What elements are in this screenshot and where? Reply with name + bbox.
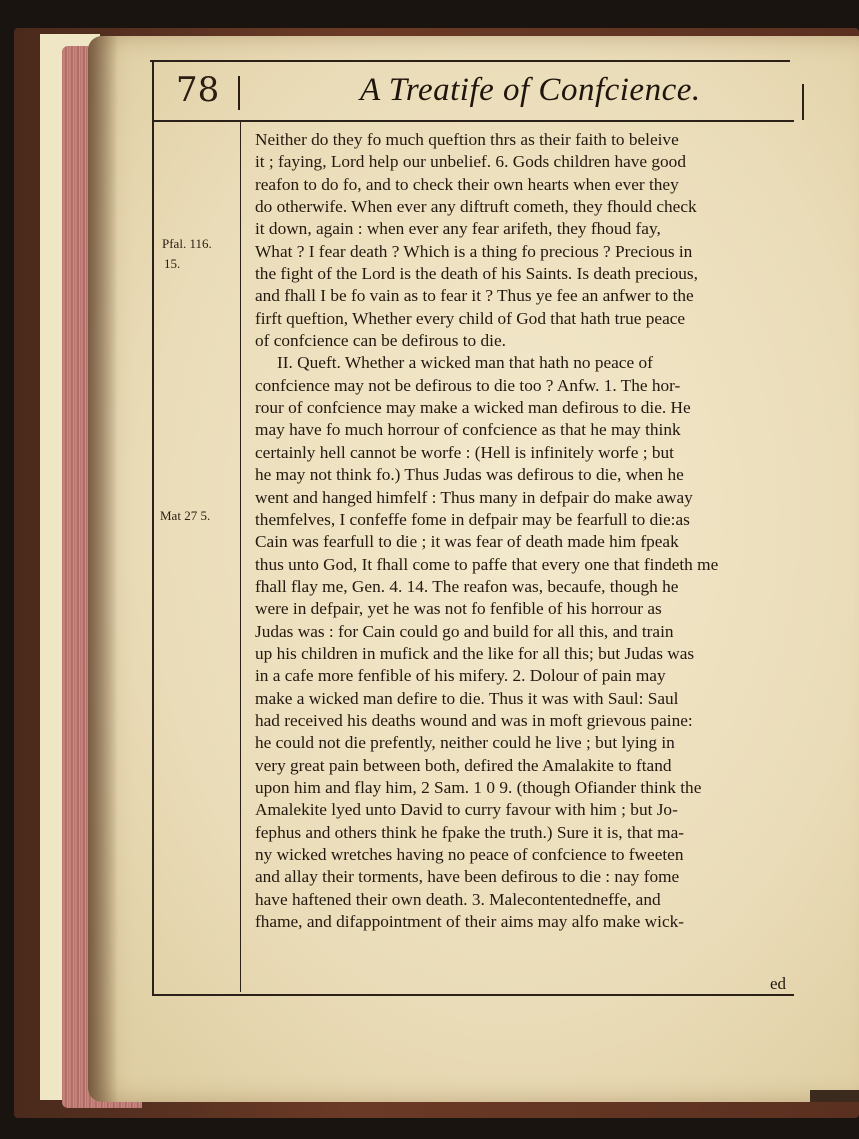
text-line: in a cafe more fenfible of his mifery. 2. Dolour of pain may — [255, 666, 666, 686]
text-line: have haftened their own death. 3. Malecontentedneffe, and — [255, 889, 661, 909]
text-line: were in defpair, yet he was not fo fenfible of his horrour as — [255, 599, 662, 619]
body-text — [255, 129, 795, 933]
catchword: ed — [770, 974, 787, 993]
margin-note-matthew: Mat 27 5. — [160, 508, 211, 523]
text-line: very great pain between both, defired the Amalakite to ftand — [255, 755, 672, 775]
text-line: the fight of the Lord is the death of his Saints. Is death precious, — [255, 264, 698, 284]
text-line: Judas was : for Cain could go and build for all this, and train — [255, 621, 674, 641]
text-line: upon him and flay him, 2 Sam. 1 0 9. (though Ofiander think the — [255, 777, 702, 797]
page-number: 78 — [176, 70, 220, 110]
margin-note-psalm: Pfal. 116. — [162, 236, 212, 251]
frame-top-rule — [150, 60, 790, 62]
text-line: themfelves, I confeffe fome in defpair may be fearfull to die:as — [255, 509, 690, 529]
spine-shadow — [88, 36, 118, 1102]
text-line: may have fo much horrour of confcience as that he may think — [255, 420, 681, 440]
margin-note-verse: 15. — [164, 256, 181, 271]
text-line: What ? I fear death ? Which is a thing fo precious ? Precious in — [255, 241, 693, 261]
text-line: confcience may not be defirous to die too ? Anfw. 1. The hor- — [255, 375, 681, 395]
text-line: had received his deaths wound and was in moft grievous paine: — [255, 710, 693, 730]
text-line: thus unto God, It fhall come to paffe that every one that findeth me — [255, 554, 719, 574]
text-line: fephus and others think he fpake the truth.) Sure it is, that ma- — [255, 822, 685, 842]
text-line: reafon to do fo, and to check their own hearts when ever they — [255, 174, 679, 194]
text-line: it ; faying, Lord help our unbelief. 6. Gods children have good — [255, 152, 686, 172]
text-line: ny wicked wretches having no peace of confcience to fweeten — [255, 845, 684, 864]
text-line: fhall flay me, Gen. 4. 14. The reafon was, becaufe, though he — [255, 576, 679, 596]
text-line: he could not die prefently, neither could he live ; but lying in — [255, 733, 675, 753]
text-line: do otherwife. When ever any diftruft cometh, they fhould check — [255, 197, 697, 217]
text-line: firft queftion, Whether every child of God that hath true peace — [255, 308, 686, 328]
text-line: went and hanged himfelf : Thus many in defpair do make away — [255, 487, 693, 507]
text-line: it down, again : when ever any fear arifeth, they fhoud fay, — [255, 219, 661, 239]
frame-bottom-rule — [154, 994, 794, 996]
text-line: of confcience can be defirous to die. — [255, 331, 506, 351]
text-line: fhame, and difappointment of their aims may alfo make wick- — [255, 912, 685, 932]
text-line: and fhall I be fo vain as to fear it ? Thus ye fee an anfwer to the — [255, 286, 694, 306]
text-line: Amalekite lyed unto David to curry favour with him ; but Jo- — [255, 800, 678, 820]
header-divider — [238, 76, 240, 110]
text-line: certainly hell cannot be worfe : (Hell is infinitely worfe ; but — [255, 442, 674, 462]
running-title: A Treatife of Confcience. — [360, 72, 701, 108]
header-rule — [154, 120, 794, 122]
text-line: Cain was fearfull to die ; it was fear of death made him fpeak — [255, 532, 679, 552]
text-line: up his children in mufick and the like for all this; but Judas was — [255, 643, 695, 663]
text-line: Neither do they fo much queftion thrs as their faith to beleive — [255, 130, 679, 149]
text-line: rour of confcience may make a wicked man defirous to die. He — [255, 398, 691, 418]
text-line: make a wicked man defire to die. Thus it was with Saul: Saul — [255, 688, 679, 708]
text-line: he may not think fo.) Thus Judas was defirous to die, when he — [255, 465, 684, 485]
frame-right-rule — [802, 84, 804, 120]
cover-corner — [810, 1090, 859, 1102]
frame-left-rule — [152, 60, 154, 996]
text-line: and allay their torments, have been defirous to die : nay fome — [255, 867, 680, 887]
text-line: II. Queft. Whether a wicked man that hath no peace of — [277, 353, 653, 373]
